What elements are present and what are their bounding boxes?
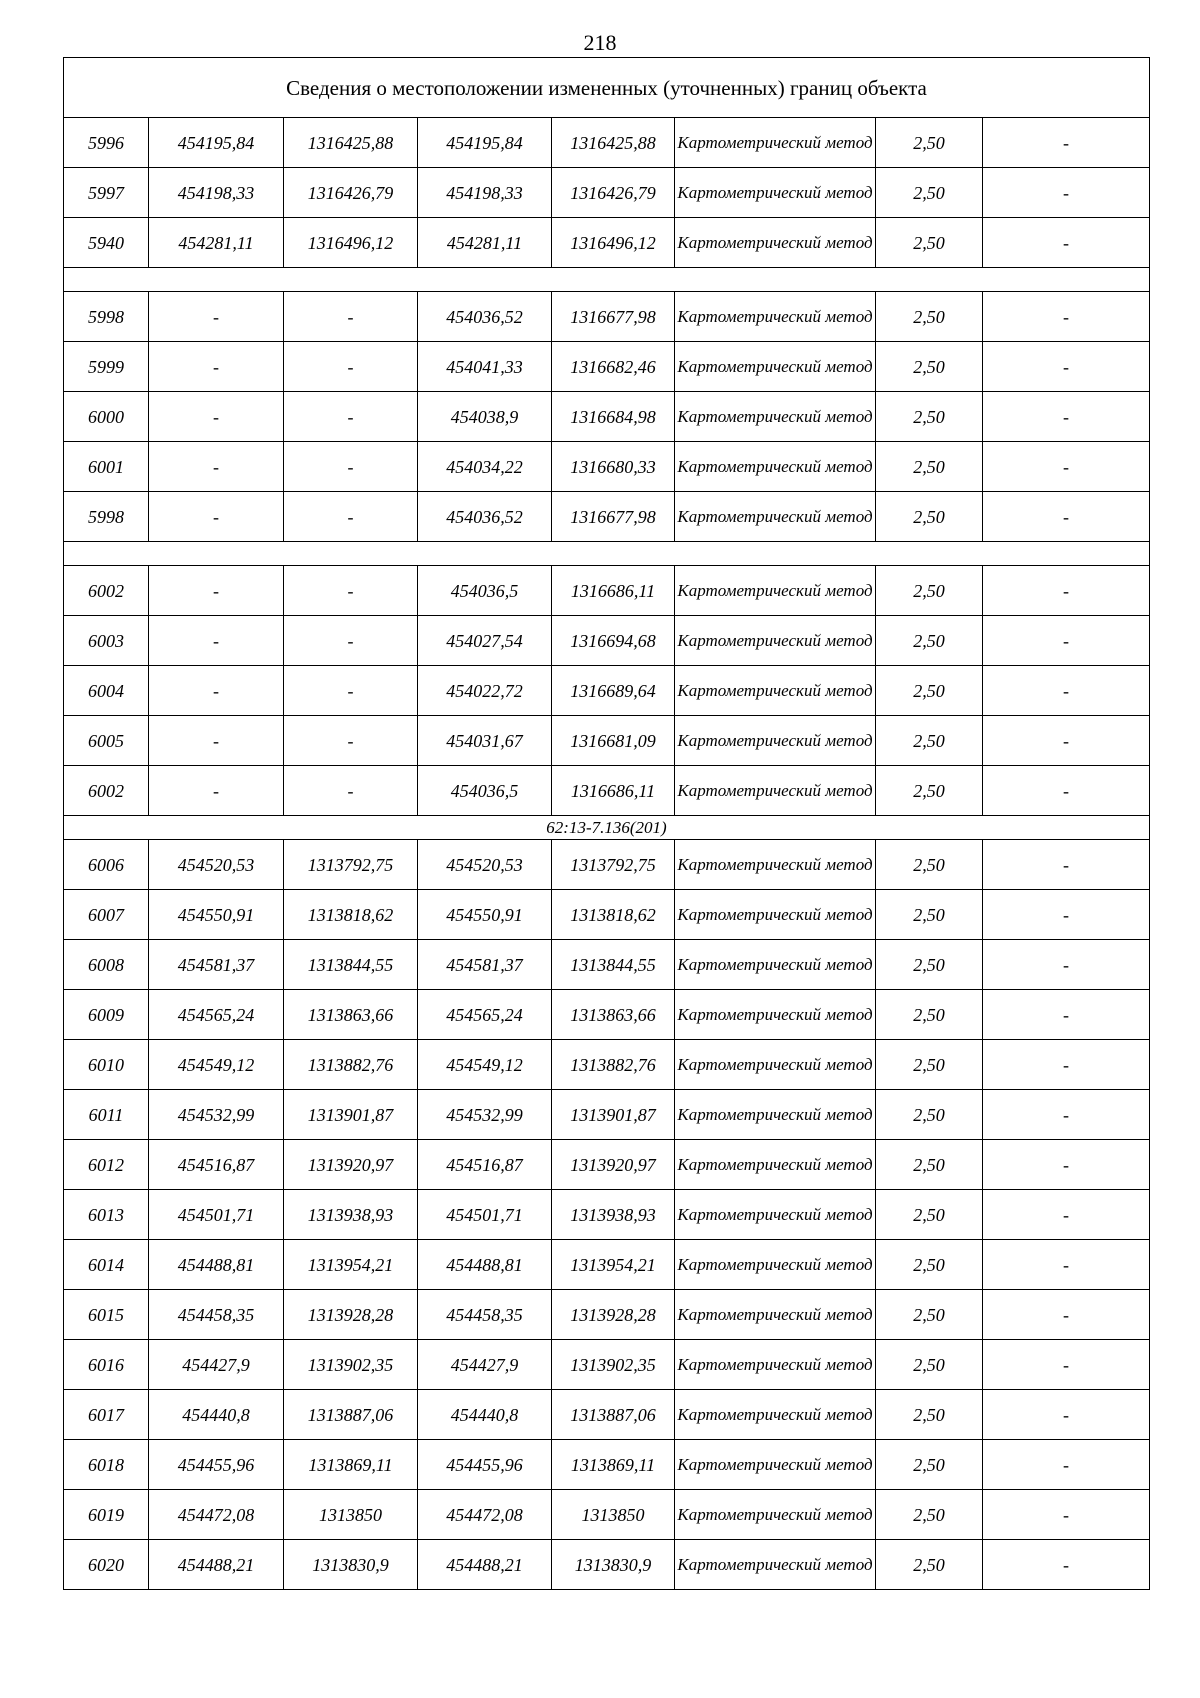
existing-x-cell: 454549,12 [149, 1040, 284, 1090]
point-number-cell: 6004 [64, 666, 149, 716]
existing-x-cell: 454520,53 [149, 840, 284, 890]
accuracy-cell: 2,50 [876, 1440, 983, 1490]
existing-y-cell: 1313902,35 [284, 1340, 418, 1390]
existing-x-cell: 454281,11 [149, 218, 284, 268]
existing-y-cell: - [284, 566, 418, 616]
point-number-cell: 5999 [64, 342, 149, 392]
method-cell: Картометрический метод [675, 442, 876, 492]
point-number-cell: 5998 [64, 492, 149, 542]
point-number-cell: 6002 [64, 766, 149, 816]
new-y-cell: 1316686,11 [552, 766, 675, 816]
new-x-cell: 454532,99 [418, 1090, 552, 1140]
method-cell: Картометрический метод [675, 1390, 876, 1440]
accuracy-cell: 2,50 [876, 1540, 983, 1590]
new-y-cell: 1313928,28 [552, 1290, 675, 1340]
table-row [64, 716, 1150, 766]
table-row [64, 766, 1150, 816]
existing-x-cell: - [149, 292, 284, 342]
description-cell: - [983, 1240, 1150, 1290]
point-number-cell: 6002 [64, 566, 149, 616]
description-cell: - [983, 766, 1150, 816]
description-cell: - [983, 118, 1150, 168]
table-row [64, 890, 1150, 940]
method-cell: Картометрический метод [675, 342, 876, 392]
accuracy-cell: 2,50 [876, 616, 983, 666]
new-x-cell: 454036,52 [418, 492, 552, 542]
point-number-cell: 6001 [64, 442, 149, 492]
new-x-cell: 454034,22 [418, 442, 552, 492]
new-x-cell: 454038,9 [418, 392, 552, 442]
method-cell: Картометрический метод [675, 616, 876, 666]
existing-y-cell: 1313792,75 [284, 840, 418, 890]
description-cell: - [983, 1290, 1150, 1340]
method-cell: Картометрический метод [675, 566, 876, 616]
new-y-cell: 1313901,87 [552, 1090, 675, 1140]
table-row [64, 616, 1150, 666]
new-x-cell: 454198,33 [418, 168, 552, 218]
point-number-cell: 6000 [64, 392, 149, 442]
point-number-cell: 6020 [64, 1540, 149, 1590]
new-x-cell: 454501,71 [418, 1190, 552, 1240]
description-cell: - [983, 342, 1150, 392]
new-y-cell: 1316682,46 [552, 342, 675, 392]
new-y-cell: 1316694,68 [552, 616, 675, 666]
description-cell: - [983, 1540, 1150, 1590]
table-row [64, 392, 1150, 442]
existing-y-cell: - [284, 716, 418, 766]
table-row [64, 218, 1150, 268]
method-cell: Картометрический метод [675, 1540, 876, 1590]
table-row [64, 1090, 1150, 1140]
new-y-cell: 1313869,11 [552, 1440, 675, 1490]
new-y-cell: 1313954,21 [552, 1240, 675, 1290]
existing-x-cell: 454488,81 [149, 1240, 284, 1290]
method-cell: Картометрический метод [675, 1490, 876, 1540]
boundary-coordinates-table [63, 57, 1150, 1590]
new-y-cell: 1313818,62 [552, 890, 675, 940]
point-number-cell: 6005 [64, 716, 149, 766]
description-cell: - [983, 218, 1150, 268]
point-number-cell: 6009 [64, 990, 149, 1040]
accuracy-cell: 2,50 [876, 218, 983, 268]
method-cell: Картометрический метод [675, 168, 876, 218]
existing-x-cell: 454458,35 [149, 1290, 284, 1340]
point-number-cell: 6012 [64, 1140, 149, 1190]
description-cell: - [983, 1440, 1150, 1490]
accuracy-cell: 2,50 [876, 342, 983, 392]
point-number-cell: 5998 [64, 292, 149, 342]
new-x-cell: 454195,84 [418, 118, 552, 168]
description-cell: - [983, 392, 1150, 442]
description-cell: - [983, 492, 1150, 542]
method-cell: Картометрический метод [675, 990, 876, 1040]
description-cell: - [983, 1140, 1150, 1190]
new-x-cell: 454458,35 [418, 1290, 552, 1340]
new-x-cell: 454455,96 [418, 1440, 552, 1490]
existing-y-cell: 1316496,12 [284, 218, 418, 268]
point-number-cell: 6003 [64, 616, 149, 666]
new-x-cell: 454036,5 [418, 766, 552, 816]
new-x-cell: 454440,8 [418, 1390, 552, 1440]
new-y-cell: 1313850 [552, 1490, 675, 1540]
new-y-cell: 1316677,98 [552, 492, 675, 542]
new-x-cell: 454550,91 [418, 890, 552, 940]
method-cell: Картометрический метод [675, 666, 876, 716]
description-cell: - [983, 566, 1150, 616]
accuracy-cell: 2,50 [876, 566, 983, 616]
existing-y-cell: 1313863,66 [284, 990, 418, 1040]
method-cell: Картометрический метод [675, 392, 876, 442]
table-row [64, 1290, 1150, 1340]
existing-y-cell: - [284, 292, 418, 342]
existing-y-cell: - [284, 392, 418, 442]
new-y-cell: 1313882,76 [552, 1040, 675, 1090]
existing-x-cell: 454455,96 [149, 1440, 284, 1490]
accuracy-cell: 2,50 [876, 1490, 983, 1540]
description-cell: - [983, 840, 1150, 890]
new-y-cell: 1316684,98 [552, 392, 675, 442]
table-row [64, 1240, 1150, 1290]
new-x-cell: 454027,54 [418, 616, 552, 666]
separator-cell [64, 542, 1150, 566]
method-cell: Картометрический метод [675, 840, 876, 890]
accuracy-cell: 2,50 [876, 1390, 983, 1440]
new-x-cell: 454549,12 [418, 1040, 552, 1090]
table-row [64, 1040, 1150, 1090]
existing-y-cell: 1313887,06 [284, 1390, 418, 1440]
existing-x-cell: 454195,84 [149, 118, 284, 168]
table-row [64, 1540, 1150, 1590]
point-number-cell: 6018 [64, 1440, 149, 1490]
method-cell: Картометрический метод [675, 940, 876, 990]
existing-x-cell: - [149, 716, 284, 766]
new-x-cell: 454022,72 [418, 666, 552, 716]
existing-x-cell: - [149, 666, 284, 716]
accuracy-cell: 2,50 [876, 292, 983, 342]
new-x-cell: 454036,52 [418, 292, 552, 342]
existing-y-cell: - [284, 492, 418, 542]
section-label: 62:13-7.136(201) [64, 816, 1150, 840]
new-y-cell: 1313830,9 [552, 1540, 675, 1590]
existing-y-cell: 1316426,79 [284, 168, 418, 218]
new-y-cell: 1313920,97 [552, 1140, 675, 1190]
description-cell: - [983, 666, 1150, 716]
new-y-cell: 1313844,55 [552, 940, 675, 990]
table-row [64, 566, 1150, 616]
new-x-cell: 454581,37 [418, 940, 552, 990]
table-row [64, 1140, 1150, 1190]
new-y-cell: 1316426,79 [552, 168, 675, 218]
point-number-cell: 6008 [64, 940, 149, 990]
new-y-cell: 1316677,98 [552, 292, 675, 342]
existing-x-cell: 454427,9 [149, 1340, 284, 1390]
accuracy-cell: 2,50 [876, 940, 983, 990]
existing-y-cell: - [284, 616, 418, 666]
existing-y-cell: 1313954,21 [284, 1240, 418, 1290]
description-cell: - [983, 442, 1150, 492]
existing-y-cell: 1313901,87 [284, 1090, 418, 1140]
point-number-cell: 6017 [64, 1390, 149, 1440]
table-row [64, 1190, 1150, 1240]
point-number-cell: 5997 [64, 168, 149, 218]
accuracy-cell: 2,50 [876, 990, 983, 1040]
table-row [64, 492, 1150, 542]
accuracy-cell: 2,50 [876, 666, 983, 716]
point-number-cell: 5940 [64, 218, 149, 268]
accuracy-cell: 2,50 [876, 1040, 983, 1090]
table-row [64, 1440, 1150, 1490]
existing-y-cell: 1313818,62 [284, 890, 418, 940]
point-number-cell: 6011 [64, 1090, 149, 1140]
new-x-cell: 454036,5 [418, 566, 552, 616]
method-cell: Картометрический метод [675, 716, 876, 766]
table-row [64, 442, 1150, 492]
existing-y-cell: - [284, 766, 418, 816]
table-row [64, 1340, 1150, 1390]
existing-x-cell: 454565,24 [149, 990, 284, 1040]
existing-y-cell: 1313920,97 [284, 1140, 418, 1190]
description-cell: - [983, 940, 1150, 990]
existing-x-cell: 454550,91 [149, 890, 284, 940]
description-cell: - [983, 1090, 1150, 1140]
new-y-cell: 1316425,88 [552, 118, 675, 168]
existing-x-cell: 454581,37 [149, 940, 284, 990]
existing-x-cell: - [149, 566, 284, 616]
table-row [64, 1490, 1150, 1540]
method-cell: Картометрический метод [675, 292, 876, 342]
point-number-cell: 6016 [64, 1340, 149, 1390]
new-y-cell: 1316686,11 [552, 566, 675, 616]
section-header-row [64, 816, 1150, 840]
accuracy-cell: 2,50 [876, 1290, 983, 1340]
table-row [64, 666, 1150, 716]
point-number-cell: 6019 [64, 1490, 149, 1540]
method-cell: Картометрический метод [675, 1190, 876, 1240]
new-y-cell: 1316681,09 [552, 716, 675, 766]
existing-y-cell: 1313869,11 [284, 1440, 418, 1490]
table-body [64, 58, 1150, 1590]
accuracy-cell: 2,50 [876, 118, 983, 168]
table-row [64, 118, 1150, 168]
method-cell: Картометрический метод [675, 1440, 876, 1490]
separator-cell [64, 268, 1150, 292]
method-cell: Картометрический метод [675, 1240, 876, 1290]
method-cell: Картометрический метод [675, 492, 876, 542]
existing-y-cell: 1313928,28 [284, 1290, 418, 1340]
new-y-cell: 1316689,64 [552, 666, 675, 716]
new-x-cell: 454565,24 [418, 990, 552, 1040]
accuracy-cell: 2,50 [876, 392, 983, 442]
table-row [64, 168, 1150, 218]
method-cell: Картометрический метод [675, 218, 876, 268]
existing-x-cell: 454198,33 [149, 168, 284, 218]
existing-x-cell: 454532,99 [149, 1090, 284, 1140]
description-cell: - [983, 168, 1150, 218]
existing-x-cell: 454501,71 [149, 1190, 284, 1240]
description-cell: - [983, 1490, 1150, 1540]
accuracy-cell: 2,50 [876, 1240, 983, 1290]
table-row [64, 990, 1150, 1040]
accuracy-cell: 2,50 [876, 442, 983, 492]
existing-y-cell: 1313938,93 [284, 1190, 418, 1240]
table-title-row [64, 58, 1150, 118]
point-number-cell: 6007 [64, 890, 149, 940]
point-number-cell: 6013 [64, 1190, 149, 1240]
accuracy-cell: 2,50 [876, 1140, 983, 1190]
point-number-cell: 6010 [64, 1040, 149, 1090]
accuracy-cell: 2,50 [876, 492, 983, 542]
description-cell: - [983, 1390, 1150, 1440]
description-cell: - [983, 716, 1150, 766]
page-number: 218 [583, 30, 617, 55]
description-cell: - [983, 1340, 1150, 1390]
accuracy-cell: 2,50 [876, 840, 983, 890]
accuracy-cell: 2,50 [876, 1090, 983, 1140]
new-y-cell: 1313792,75 [552, 840, 675, 890]
method-cell: Картометрический метод [675, 766, 876, 816]
existing-y-cell: - [284, 442, 418, 492]
method-cell: Картометрический метод [675, 1340, 876, 1390]
description-cell: - [983, 890, 1150, 940]
point-number-cell: 6014 [64, 1240, 149, 1290]
new-y-cell: 1313902,35 [552, 1340, 675, 1390]
new-x-cell: 454520,53 [418, 840, 552, 890]
new-y-cell: 1316496,12 [552, 218, 675, 268]
method-cell: Картометрический метод [675, 1140, 876, 1190]
method-cell: Картометрический метод [675, 1290, 876, 1340]
new-x-cell: 454031,67 [418, 716, 552, 766]
description-cell: - [983, 292, 1150, 342]
new-x-cell: 454472,08 [418, 1490, 552, 1540]
method-cell: Картометрический метод [675, 118, 876, 168]
existing-y-cell: 1313850 [284, 1490, 418, 1540]
point-number-cell: 6006 [64, 840, 149, 890]
existing-x-cell: - [149, 442, 284, 492]
existing-y-cell: - [284, 666, 418, 716]
existing-x-cell: 454488,21 [149, 1540, 284, 1590]
method-cell: Картометрический метод [675, 1090, 876, 1140]
accuracy-cell: 2,50 [876, 1340, 983, 1390]
point-number-cell: 5996 [64, 118, 149, 168]
new-y-cell: 1313863,66 [552, 990, 675, 1040]
new-x-cell: 454281,11 [418, 218, 552, 268]
table-title: Сведения о местоположении измененных (уточненных) границ объекта [64, 58, 1150, 118]
existing-x-cell: 454516,87 [149, 1140, 284, 1190]
new-y-cell: 1313887,06 [552, 1390, 675, 1440]
existing-x-cell: - [149, 492, 284, 542]
description-cell: - [983, 1040, 1150, 1090]
new-y-cell: 1316680,33 [552, 442, 675, 492]
new-x-cell: 454516,87 [418, 1140, 552, 1190]
new-x-cell: 454041,33 [418, 342, 552, 392]
existing-x-cell: 454440,8 [149, 1390, 284, 1440]
existing-x-cell: - [149, 616, 284, 666]
separator-row [64, 268, 1150, 292]
accuracy-cell: 2,50 [876, 766, 983, 816]
accuracy-cell: 2,50 [876, 1190, 983, 1240]
existing-x-cell: - [149, 392, 284, 442]
new-x-cell: 454488,81 [418, 1240, 552, 1290]
new-x-cell: 454488,21 [418, 1540, 552, 1590]
existing-x-cell: - [149, 766, 284, 816]
table-row [64, 1390, 1150, 1440]
new-y-cell: 1313938,93 [552, 1190, 675, 1240]
description-cell: - [983, 990, 1150, 1040]
new-x-cell: 454427,9 [418, 1340, 552, 1390]
table-row [64, 292, 1150, 342]
existing-x-cell: 454472,08 [149, 1490, 284, 1540]
existing-y-cell: - [284, 342, 418, 392]
existing-y-cell: 1313882,76 [284, 1040, 418, 1090]
table-row [64, 840, 1150, 890]
existing-y-cell: 1313830,9 [284, 1540, 418, 1590]
table-row [64, 342, 1150, 392]
existing-y-cell: 1316425,88 [284, 118, 418, 168]
table-row [64, 940, 1150, 990]
point-number-cell: 6015 [64, 1290, 149, 1340]
existing-x-cell: - [149, 342, 284, 392]
method-cell: Картометрический метод [675, 890, 876, 940]
separator-row [64, 542, 1150, 566]
accuracy-cell: 2,50 [876, 890, 983, 940]
method-cell: Картометрический метод [675, 1040, 876, 1090]
existing-y-cell: 1313844,55 [284, 940, 418, 990]
description-cell: - [983, 616, 1150, 666]
accuracy-cell: 2,50 [876, 168, 983, 218]
accuracy-cell: 2,50 [876, 716, 983, 766]
description-cell: - [983, 1190, 1150, 1240]
